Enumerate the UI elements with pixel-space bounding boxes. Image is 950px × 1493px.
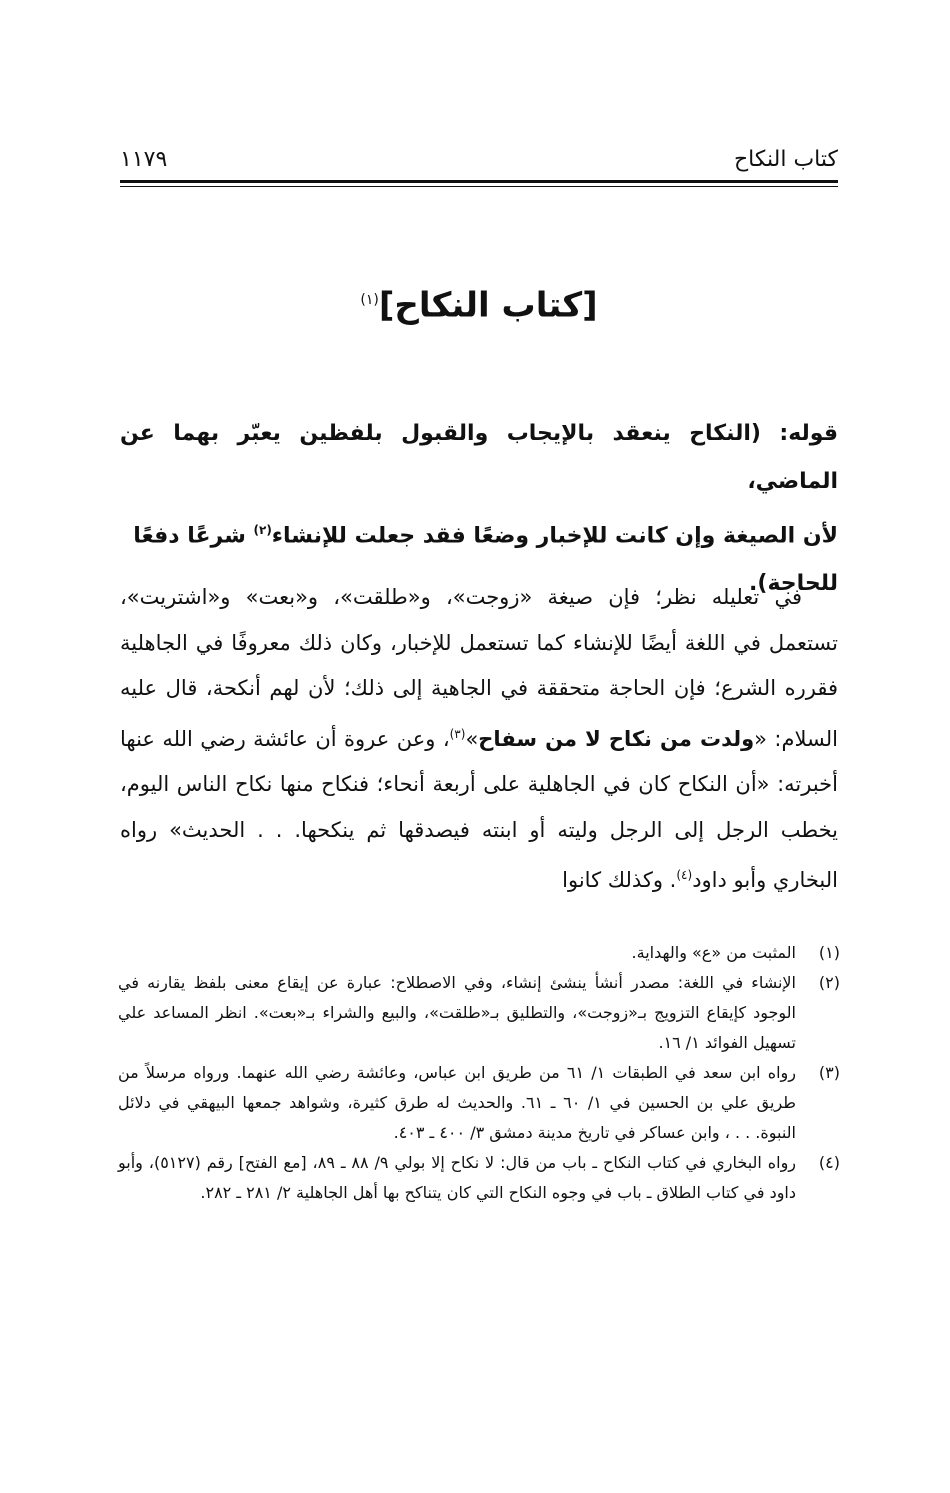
page-number: ١١٧٩ bbox=[120, 147, 168, 172]
matn-line-2-text: لأن الصيغة وإن كانت للإخبار وضعًا فقد جعلت للإنشاء bbox=[271, 523, 838, 549]
commentary-text-4: . وكذلك كانوا bbox=[562, 868, 677, 892]
footnote-number: (١) bbox=[818, 943, 840, 962]
commentary-body bbox=[120, 575, 838, 904]
chapter-heading bbox=[120, 275, 838, 330]
chapter-footnote-ref: (١) bbox=[360, 292, 379, 308]
commentary-paragraph bbox=[120, 575, 838, 904]
footnote-text: رواه البخاري في كتاب النكاح ـ باب من قال: لا نكاح إلا بولي ٩/ ٨٨ ـ ٨٩، [مع الفتح] رقم (٥١٢٧)، وأبو داود في كتاب الطلاق ـ باب في وجوه النكاح التي كان يتناكح بها أهل الجاهلية ٢/ ٢٨١ ـ ٢٨٢. bbox=[118, 1153, 797, 1202]
hadith-quote: ولدت من نكاح لا من سفاح bbox=[478, 726, 755, 751]
footnote-ref-4: (٤) bbox=[676, 868, 693, 882]
footnote-text: رواه ابن سعد في الطبقات ١/ ٦١ من طريق ابن عباس، وعائشة رضي الله عنهما. ورواه مرسلاً من طريق علي بن الحسين في ١/ ٦٠ ـ ٦١. والحديث له طرق كثيرة، وشواهد جمعها البيهقي في دلائل النبوة. . . ، وابن عساكر في تاريخ مدينة دمشق ٣/ ٤٠٠ ـ ٤٠٣. bbox=[118, 1063, 797, 1142]
matn-line-3: للحاجة). bbox=[749, 571, 838, 597]
commentary-text-3: ، وعن عروة أن عائشة رضي الله عنها أخبرته: «أن النكاح كان في الجاهلية على أربعة أنحاء؛ فنكاح منها نكاح الناس اليوم، يخطب الرجل إلى الرجل وليته أو ابنته فيصدقها ثم ينكحها. . . الحديث» رواه البخاري وأبو داود bbox=[120, 726, 838, 892]
commentary-text-2: » bbox=[465, 726, 479, 751]
running-header bbox=[120, 140, 838, 180]
footnote-ref-2: (٢) bbox=[253, 523, 272, 537]
footnote-text: المثبت من «ع» والهداية. bbox=[631, 943, 796, 962]
footnote-ref-3: (٣) bbox=[449, 726, 466, 741]
header-rule-thin bbox=[120, 186, 838, 187]
footnote-number: (٣) bbox=[818, 1063, 840, 1082]
footnotes bbox=[118, 938, 840, 1208]
footnote-number: (٢) bbox=[818, 973, 840, 992]
footnote bbox=[118, 1058, 840, 1148]
chapter-title: [كتاب النكاح] bbox=[378, 285, 598, 326]
footnote bbox=[118, 968, 840, 1058]
book-title: كتاب النكاح bbox=[733, 147, 838, 172]
footnote-text: الإنشاء في اللغة: مصدر أنشأ ينشئ إنشاء، وفي الاصطلاح: عبارة عن إيقاع معنى بلفظ يقارنه في الوجود كإيقاع التزويج بـ«زوجت»، والتطليق بـ«طلقت»، والبيع والشراء بـ«بعت». انظر المساعد علي تسهيل الفوائد ١/ ١٦. bbox=[118, 973, 796, 1052]
matn-line-2-end: شرعًا دفعًا bbox=[133, 523, 254, 549]
matn-line-1: قوله: (النكاح ينعقد بالإيجاب والقبول بلفظين يعبّر بهما عن الماضي، bbox=[120, 421, 838, 494]
matn-line-2 bbox=[120, 506, 838, 560]
header-rule-thick bbox=[120, 180, 838, 183]
footnote bbox=[118, 938, 840, 968]
footnote bbox=[118, 1148, 840, 1208]
footnote-number: (٤) bbox=[818, 1153, 840, 1172]
commentary-text-1: في تعليله نظر؛ فإن صيغة «زوجت»، و«طلقت»، و«بعت» و«اشتريت»، تستعمل في اللغة أيضًا للإنشاء كما تستعمل للإخبار، وكان ذلك معروفًا في الجاهلية فقرره الشرع؛ فإن الحاجة متحققة في الجاهية إلى ذلك؛ لأن لهم أنكحة، قال عليه السلام: « bbox=[120, 585, 838, 751]
